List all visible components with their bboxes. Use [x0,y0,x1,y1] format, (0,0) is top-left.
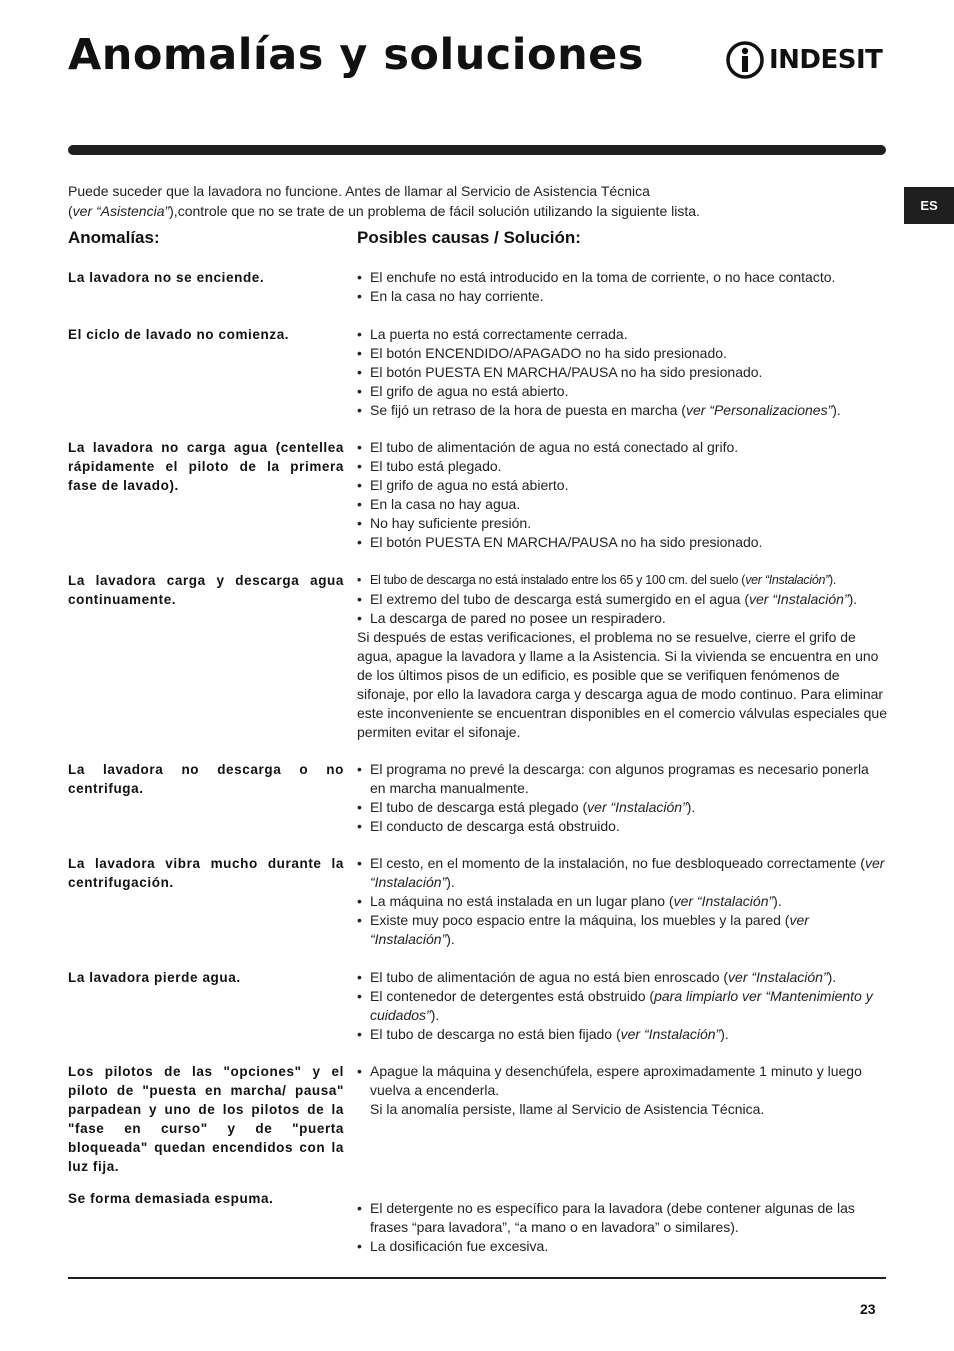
cause-item: • El botón PUESTA EN MARCHA/PAUSA no ha sido presionado. [357,363,887,382]
cause-item: • El extremo del tubo de descarga está sumergido en el agua (ver “Instalación”). [357,590,887,609]
page-number: 23 [860,1301,876,1317]
cause-item: • La dosificación fue excesiva. [357,1237,887,1256]
solution-list [357,1062,887,1119]
problem-text: La lavadora carga y descarga agua continuamente. [68,573,344,607]
cause-item: • El enchufe no está introducido en la toma de corriente, o no hace contacto. [357,268,887,287]
cause-item: • Apague la máquina y desenchúfela, espere aproximadamente 1 minuto y luego vuelva a encenderla. [357,1062,887,1100]
cause-item: • En la casa no hay corriente. [357,287,887,306]
cause-item: • El tubo de descarga no está bien fijado (ver “Instalación”). [357,1025,887,1044]
solution-list [357,571,887,742]
cause-item: • El tubo de alimentación de agua no está bien enroscado (ver “Instalación”). [357,968,887,987]
cause-item: • El tubo de alimentación de agua no está conectado al grifo. [357,438,887,457]
cause-item: • El tubo de descarga no está instalado entre los 65 y 100 cm. del suelo (ver “Instalación”). [357,571,887,590]
intro-rest: ),controle que no se trate de un problema de fácil solución utilizando la siguiente lista. [169,203,700,219]
cause-item: • El grifo de agua no está abierto. [357,476,887,495]
cause-item: • La máquina no está instalada en un lugar plano (ver “Instalación”). [357,892,887,911]
problem-text: La lavadora no carga agua (centellea rápidamente el piloto de la primera fase de lavado). [68,440,344,493]
cross-reference: ver “Instalación” [728,969,828,985]
cause-item: • No hay suficiente presión. [357,514,887,533]
problem-text: La lavadora no descarga o no centrifuga. [68,762,344,796]
cause-item: • El cesto, en el momento de la instalación, no fue desbloqueado correctamente (ver “Instalación”). [357,854,887,892]
intro-ref: ver “Asistencia” [72,203,170,219]
solutions-header: Posibles causas / Solución: [357,228,581,247]
cross-reference: ver “Personalizaciones” [685,402,833,418]
cross-reference: ver “Instalación” [620,1026,721,1042]
cause-item: • El tubo está plegado. [357,457,887,476]
cause-item: • Se fijó un retraso de la hora de puesta en marcha (ver “Personalizaciones”). [357,401,887,420]
cross-reference: ver “Instalación” [587,799,687,815]
cause-item: • Existe muy poco espacio entre la máquina, los muebles y la pared (ver “Instalación”). [357,911,887,949]
solution-list [357,268,887,306]
cross-reference: para limpiarlo ver “Mantenimiento y cuidados” [370,988,873,1023]
header-rule [68,145,886,155]
cause-item: • El grifo de agua no está abierto. [357,382,887,401]
intro-line-1: Puede suceder que la lavadora no funcione. Antes de llamar al Servicio de Asistencia Técnica [68,183,650,199]
solution-list [357,438,887,552]
cross-reference: ver “Instalación” [370,855,885,890]
solution-list [357,760,887,836]
solution-list [357,968,887,1044]
indesit-logo-icon [725,40,765,80]
cause-item: • El tubo de descarga está plegado (ver “Instalación”). [357,798,887,817]
cause-item: • El contenedor de detergentes está obstruido (para limpiarlo ver “Mantenimiento y cuidados”). [357,987,887,1025]
follow-up-note: Si la anomalía persiste, llame al Servicio de Asistencia Técnica. [370,1101,765,1117]
solution-list [357,325,887,420]
problem-text: La lavadora no se enciende. [68,270,265,285]
solution-list [357,1199,887,1256]
cause-item: • El programa no prevé la descarga: con algunos programas es necesario ponerla en marcha manualmente. [357,760,887,798]
cause-item: • En la casa no hay agua. [357,495,887,514]
cause-item: • El detergente no es específico para la lavadora (debe contener algunas de las frases “para lavadora”, “a mano o en lavadora” o similares). [357,1199,887,1237]
page-title: Anomalías y soluciones [68,30,644,80]
brand-logo [725,40,882,80]
footer-rule [68,1277,886,1279]
cause-item: • La puerta no está correctamente cerrada. [357,325,887,344]
language-tab: ES [904,187,954,224]
additional-note: Si después de estas verificaciones, el problema no se resuelve, cierre el grifo de agua, apague la lavadora y llame a la Asistencia. Si la vivienda se encuentra en uno de los últimos pisos de un edificio, es posible que se verifiquen fenómenos de sifonaje, por ello la lavadora carga y descarga agua de modo continuo. Para eliminar este inconveniente se encuentran disponibles en el comercio válvulas especiales que permiten evitar el sifonaje. [357,629,887,740]
cross-reference: ver “Instalación” [673,893,774,909]
cause-item: • El botón ENCENDIDO/APAGADO no ha sido presionado. [357,344,887,363]
cross-reference: ver “Instalación” [370,912,809,947]
problem-text: Los pilotos de las "opciones" y el piloto de "puesta en marcha/ pausa" parpadean y uno de los pilotos de la "fase en curso" y de "puerta bloqueada" quedan encendidos con la luz fija. [68,1064,344,1174]
problems-header: Anomalías: [68,228,160,247]
cause-item: • El botón PUESTA EN MARCHA/PAUSA no ha sido presionado. [357,533,887,552]
brand-name: INDESIT [769,45,883,75]
cross-reference: ver “Instalación” [749,591,849,607]
cause-item: • El conducto de descarga está obstruido. [357,817,887,836]
intro-paragraph: Puede suceder que la lavadora no funcione. Antes de llamar al Servicio de Asistencia Técnica (ver “Asistencia”),controle que no se trate de un problema de fácil solución utilizando la siguiente lista. [68,183,700,219]
solution-list [357,854,887,949]
problem-text: El ciclo de lavado no comienza. [68,327,290,342]
problem-text: Se forma demasiada espuma. [68,1191,274,1206]
problem-text: La lavadora vibra mucho durante la centrifugación. [68,856,344,890]
cross-reference: ver “Instalación” [745,573,830,587]
problem-text: La lavadora pierde agua. [68,970,241,985]
cause-item: • La descarga de pared no posee un respiradero. [357,609,887,628]
